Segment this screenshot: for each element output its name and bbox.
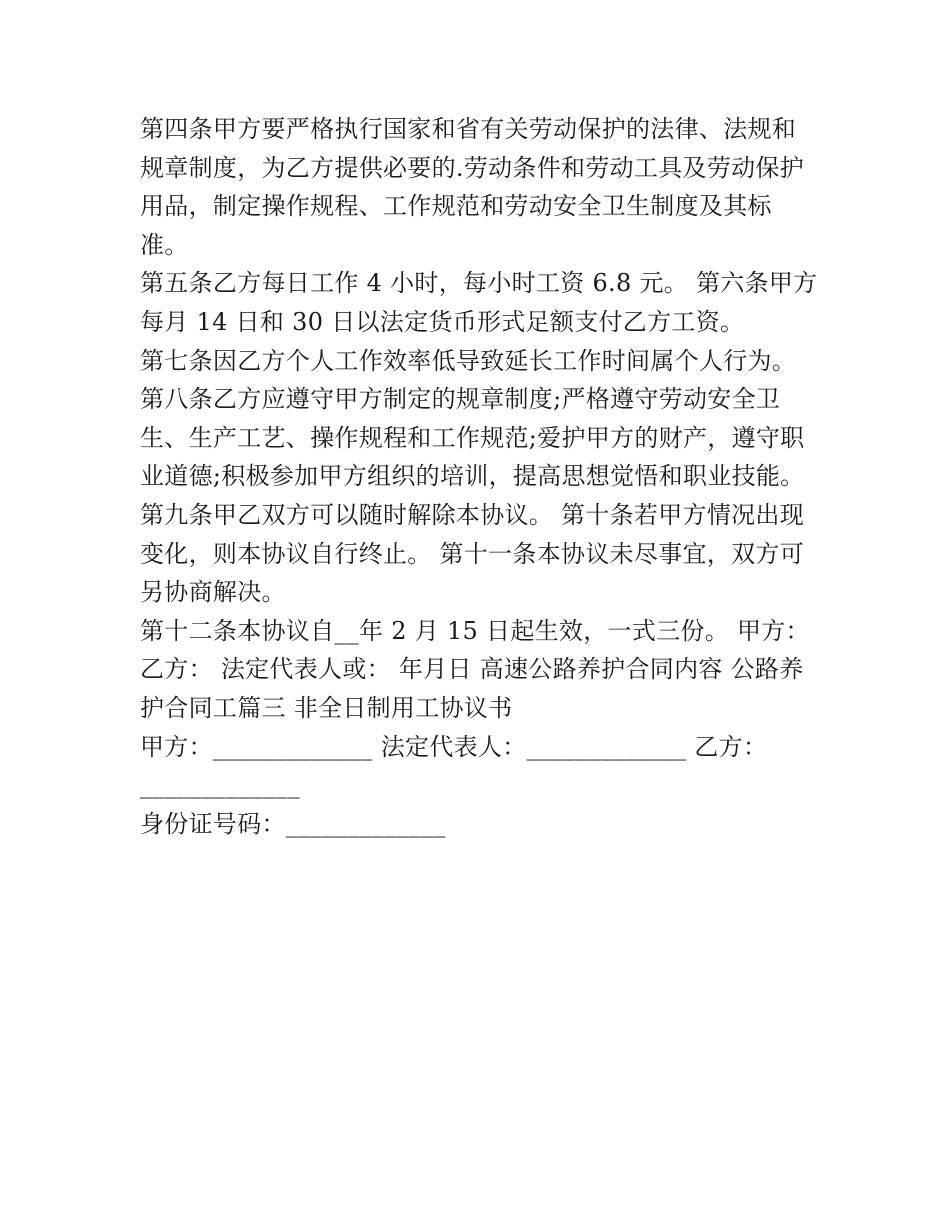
article-8-paragraph: 第八条乙方应遵守甲方制定的规章制度;严格遵守劳动安全卫生、生产工艺、操作规程和工作规范;爱护甲方的财产，遵守职业道德;积极参加甲方组织的培训，提高思想觉悟和职业技能。 bbox=[140, 385, 805, 491]
article-7-paragraph: 第七条因乙方个人工作效率低导致延长工作时间属个人行为。 bbox=[140, 346, 797, 375]
article-4-paragraph: 第四条甲方要严格执行国家和省有关劳动保护的法律、法规和规章制度，为乙方提供必要的.劳动条件和劳动工具及劳动保护用品，制定操作规程、工作规范和劳动安全卫生制度及其标准。 bbox=[140, 115, 805, 259]
party-signature-fields: 甲方：_____________ 法定代表人：_____________ 乙方：_____________ bbox=[140, 732, 768, 800]
id-number-field: 身份证号码：_____________ bbox=[140, 809, 446, 838]
document-body bbox=[140, 110, 820, 843]
article-5-6-paragraph: 第五条乙方每日工作 4 小时，每小时工资 6.8 元。 第六条甲方每月 14 日和 30 日以法定货币形式足额支付乙方工资。 bbox=[140, 269, 818, 336]
article-12-paragraph: 第十二条本协议自__年 2 月 15 日起生效，一式三份。 甲方：乙方： 法定代表人或： 年月日 高速公路养护合同内容 公路养护合同工篇三 非全日制用工协议书 bbox=[140, 616, 810, 722]
article-9-11-paragraph: 第九条甲乙双方可以随时解除本协议。 第十条若甲方情况出现变化，则本协议自行终止。 第十一条本协议未尽事宜，双方可另协商解决。 bbox=[140, 500, 805, 607]
